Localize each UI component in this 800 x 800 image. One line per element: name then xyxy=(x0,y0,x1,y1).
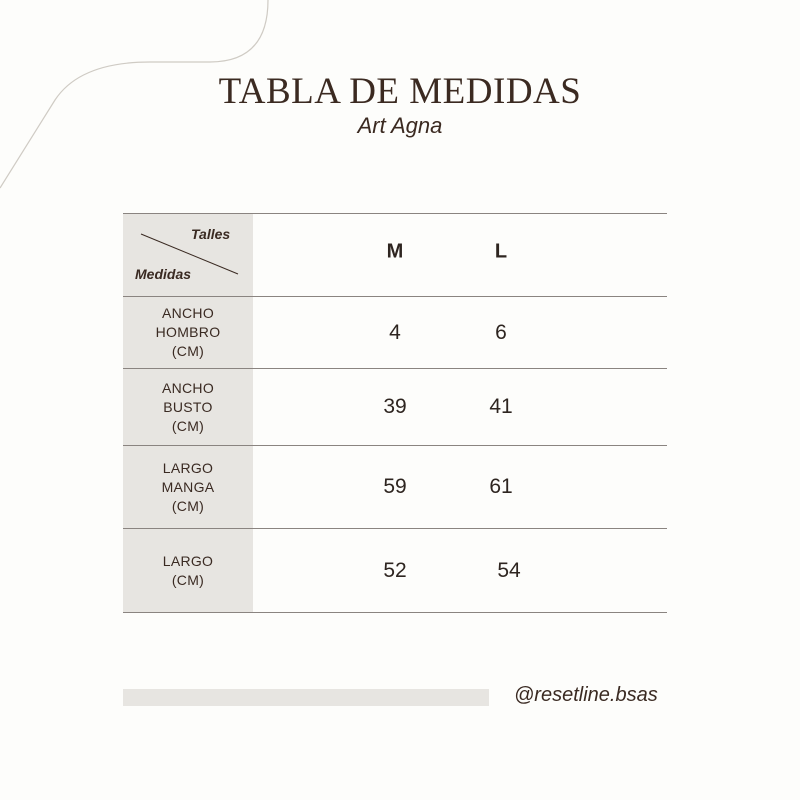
row-label xyxy=(123,446,253,528)
row-label-text: ANCHO BUSTO (CM) xyxy=(161,379,215,434)
corner-cell xyxy=(123,214,253,296)
value-m: 59 xyxy=(383,475,407,498)
table-row xyxy=(123,445,667,528)
row-label xyxy=(123,529,253,612)
row-label-text: LARGO (CM) xyxy=(162,552,214,588)
value-m: 39 xyxy=(383,395,407,418)
table-header-row xyxy=(123,213,667,296)
row-label xyxy=(123,369,253,445)
value-m: 52 xyxy=(383,558,407,582)
page-subtitle: Art Agna xyxy=(357,113,443,138)
value-l: 54 xyxy=(497,558,521,582)
row-label-text: ANCHO HOMBRO (CM) xyxy=(155,305,221,359)
decorative-bar xyxy=(123,689,489,706)
size-table xyxy=(123,213,667,613)
value-m: 4 xyxy=(389,320,401,344)
page-title: TABLA DE MEDIDAS xyxy=(218,71,582,112)
corner-label-talles: Talles xyxy=(191,226,231,242)
diagonal-divider xyxy=(123,214,253,296)
row-label-text: LARGO MANGA (CM) xyxy=(161,459,215,514)
value-l: 41 xyxy=(489,395,513,418)
value-l: 61 xyxy=(489,475,513,498)
table-row xyxy=(123,528,667,613)
corner-label-medidas: Medidas xyxy=(135,266,192,282)
size-header-m: M xyxy=(386,240,404,263)
table-row xyxy=(123,296,667,368)
size-header-l: L xyxy=(494,240,508,263)
row-label xyxy=(123,297,253,368)
value-l: 6 xyxy=(495,320,507,344)
social-handle: @resetline.bsas xyxy=(514,684,658,706)
table-row xyxy=(123,368,667,445)
